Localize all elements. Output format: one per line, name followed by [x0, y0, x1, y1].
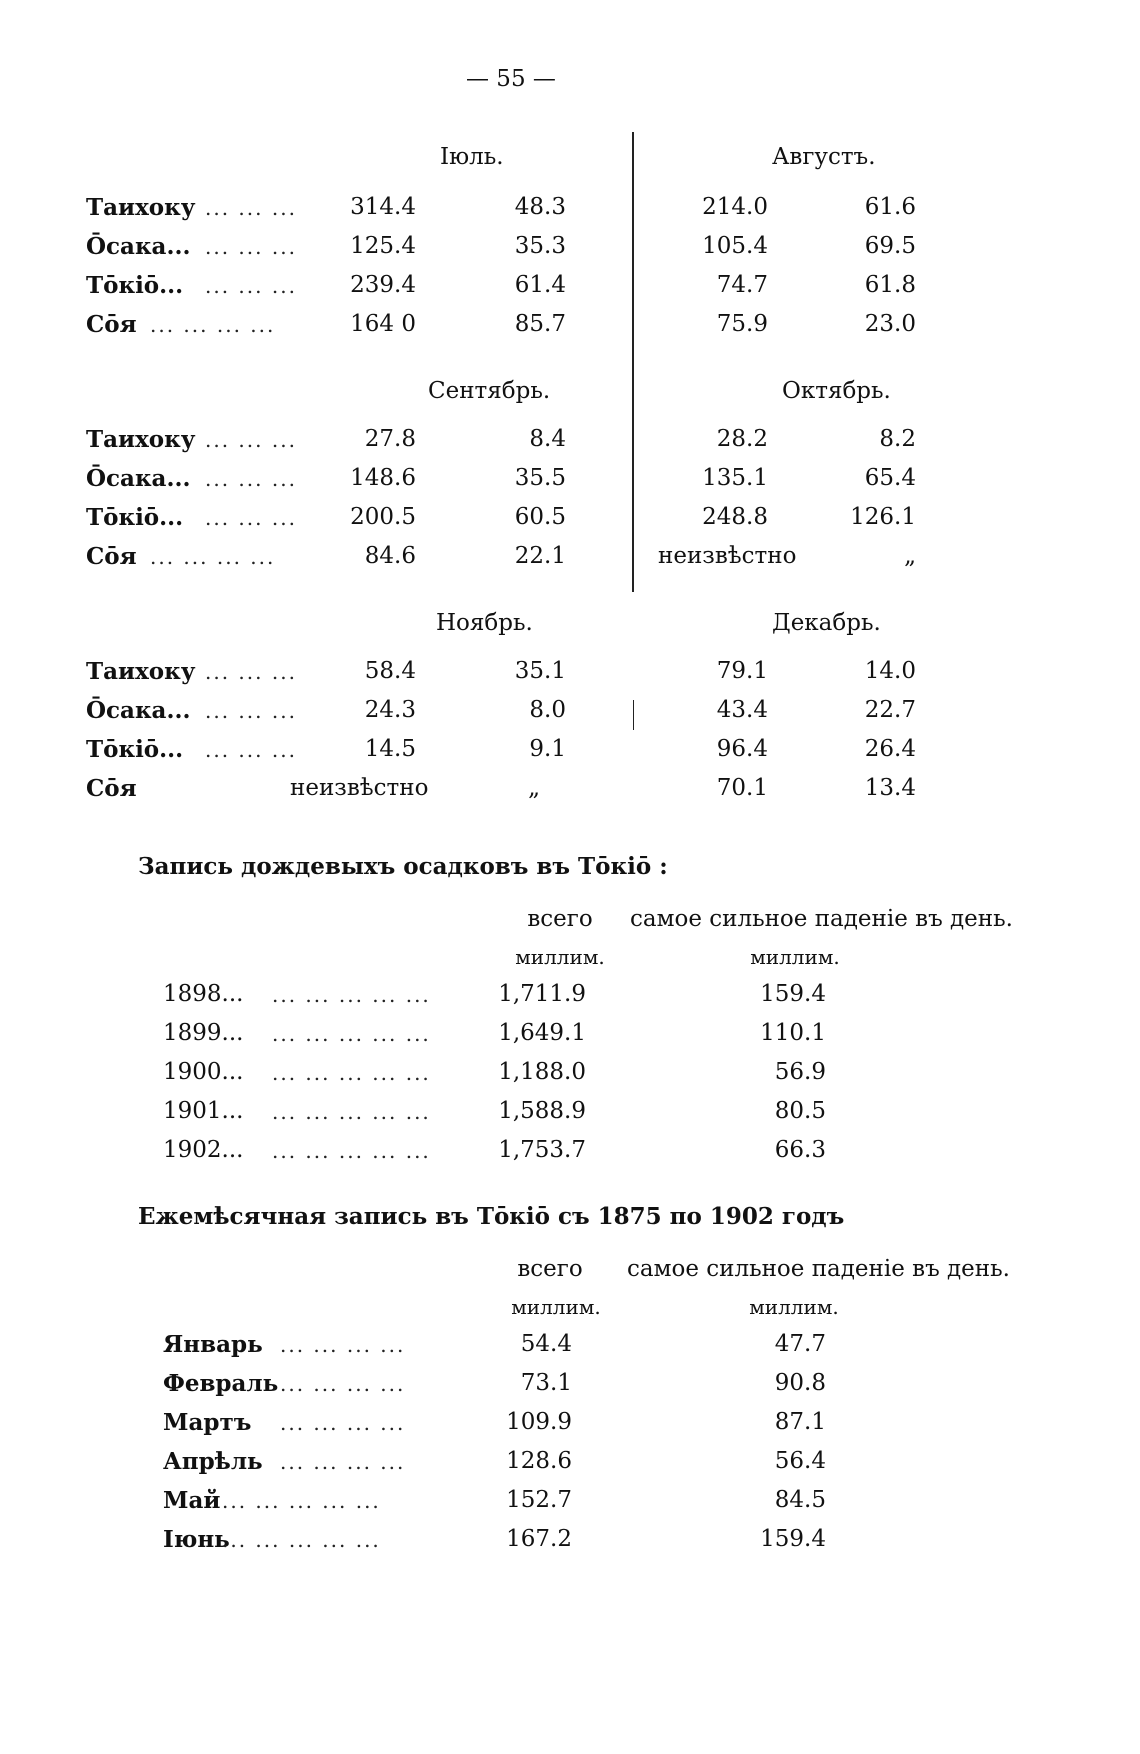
leader-dots: ... ... ... ... ...	[272, 1139, 431, 1163]
value-cell: 14.5	[364, 736, 416, 762]
column-header-max: самое сильное паденiе въ день.	[627, 1256, 1010, 1282]
page-number: — 55 —	[466, 66, 556, 92]
value-cell: 26.4	[864, 736, 916, 762]
value-cell: 61.6	[864, 194, 916, 220]
value-cell: 65.4	[864, 465, 916, 491]
month-label: Iюнь	[163, 1526, 230, 1553]
station-name: Сōя	[86, 543, 137, 570]
value-cell: 69.5	[864, 233, 916, 259]
leader-dots: ... ... ...	[205, 274, 297, 298]
value-cell: 84.6	[364, 543, 416, 569]
section-title-monthly: Ежемѣсячная запись въ Tōкiō съ 1875 по 1902 годъ	[138, 1203, 845, 1230]
leader-dots: ... ... ...	[205, 428, 297, 452]
year-label: 1902...	[163, 1137, 244, 1163]
station-name: Таихоку	[86, 194, 196, 221]
leader-dots: ... ... ... ... ...	[272, 1061, 431, 1085]
station-name: Tōкiō...	[86, 272, 184, 299]
leader-dots: ... ... ...	[205, 196, 297, 220]
value-cell: „	[904, 543, 916, 569]
max-value: 66.3	[774, 1137, 826, 1163]
value-cell: 43.4	[716, 697, 768, 723]
value-cell: 75.9	[716, 311, 768, 337]
station-name: Сōя	[86, 311, 137, 338]
value-cell: 239.4	[350, 272, 416, 298]
value-cell: 24.3	[364, 697, 416, 723]
total-value: 1,649.1	[498, 1020, 586, 1046]
max-value: 159.4	[760, 981, 826, 1007]
leader-dots: ... ... ...	[205, 467, 297, 491]
max-value: 56.9	[774, 1059, 826, 1085]
station-name: Ōсака...	[86, 233, 191, 260]
total-value: 1,711.9	[498, 981, 586, 1007]
unit-total: миллим.	[515, 945, 605, 969]
value-cell: 126.1	[850, 504, 916, 530]
value-cell: 85.7	[514, 311, 566, 337]
value-cell: 314.4	[350, 194, 416, 220]
leader-dots: ... ... ...	[205, 738, 297, 762]
month-header-july: Іюль.	[440, 144, 504, 170]
total-value: 152.7	[506, 1487, 572, 1513]
value-cell: 22.1	[514, 543, 566, 569]
year-label: 1899...	[163, 1020, 244, 1046]
value-cell: 22.7	[864, 697, 916, 723]
max-value: 90.8	[774, 1370, 826, 1396]
value-cell: 248.8	[702, 504, 768, 530]
value-cell-unknown: неизвѣстно	[658, 543, 797, 569]
total-value: 109.9	[506, 1409, 572, 1435]
max-value: 159.4	[760, 1526, 826, 1552]
month-header-october: Октябрь.	[782, 378, 891, 404]
year-label: 1898...	[163, 981, 244, 1007]
value-cell: 58.4	[364, 658, 416, 684]
station-name: Сōя	[86, 775, 137, 802]
max-value: 56.4	[774, 1448, 826, 1474]
leader-dots: ... ... ... ...	[280, 1450, 406, 1474]
value-cell: 79.1	[716, 658, 768, 684]
value-cell: 8.2	[879, 426, 916, 452]
leader-dots: ... ... ...	[205, 235, 297, 259]
value-cell: 164 0	[350, 311, 416, 337]
month-header-december: Декабрь.	[772, 610, 881, 636]
leader-dots: ... ... ...	[205, 506, 297, 530]
month-header-september: Сентябрь.	[428, 378, 551, 404]
station-name: Ōсака...	[86, 465, 191, 492]
column-header-max: самое сильное паденiе въ день.	[630, 906, 1013, 932]
month-label: Январь	[163, 1331, 263, 1358]
leader-dots: ... ... ... ... ...	[272, 1022, 431, 1046]
value-cell: 61.8	[864, 272, 916, 298]
station-name: Tōкiō...	[86, 736, 184, 763]
value-cell: 8.0	[529, 697, 566, 723]
year-label: 1900...	[163, 1059, 244, 1085]
value-cell-unknown: неизвѣстно	[290, 775, 429, 801]
leader-dots: ... ... ... ... ...	[222, 1528, 381, 1552]
value-cell: 23.0	[864, 311, 916, 337]
value-cell: 9.1	[529, 736, 566, 762]
value-cell: 105.4	[702, 233, 768, 259]
leader-dots: ... ... ... ...	[280, 1411, 406, 1435]
value-cell: 148.6	[350, 465, 416, 491]
station-name: Ōсака...	[86, 697, 191, 724]
value-cell: 35.1	[514, 658, 566, 684]
column-divider-lower	[633, 700, 634, 730]
section-title-yearly: Запись дождевыхъ осадковъ въ Tōкiō :	[138, 853, 668, 880]
column-header-total: всего	[527, 906, 593, 932]
unit-max: миллим.	[750, 945, 840, 969]
value-cell: 27.8	[364, 426, 416, 452]
station-name: Tōкiō...	[86, 504, 184, 531]
station-name: Таихоку	[86, 426, 196, 453]
leader-dots: ... ... ...	[205, 660, 297, 684]
value-cell: 214.0	[702, 194, 768, 220]
value-cell: 8.4	[529, 426, 566, 452]
total-value: 167.2	[506, 1526, 572, 1552]
value-cell: 14.0	[864, 658, 916, 684]
value-cell: 70.1	[716, 775, 768, 801]
total-value: 1,588.9	[498, 1098, 586, 1124]
value-cell: 35.5	[514, 465, 566, 491]
total-value: 1,753.7	[498, 1137, 586, 1163]
value-cell: 60.5	[514, 504, 566, 530]
month-label: Апрѣль	[163, 1448, 263, 1475]
total-value: 128.6	[506, 1448, 572, 1474]
leader-dots: ... ... ... ... ...	[272, 1100, 431, 1124]
value-cell: „	[528, 775, 540, 801]
value-cell: 48.3	[514, 194, 566, 220]
month-label: Май	[163, 1487, 221, 1514]
total-value: 54.4	[520, 1331, 572, 1357]
max-value: 110.1	[760, 1020, 826, 1046]
month-label: Мартъ	[163, 1409, 252, 1436]
value-cell: 96.4	[716, 736, 768, 762]
max-value: 84.5	[774, 1487, 826, 1513]
max-value: 47.7	[774, 1331, 826, 1357]
value-cell: 135.1	[702, 465, 768, 491]
month-label: Февраль	[163, 1370, 279, 1397]
column-header-total: всего	[517, 1256, 583, 1282]
value-cell: 74.7	[716, 272, 768, 298]
leader-dots: ... ... ... ...	[280, 1372, 406, 1396]
leader-dots: ... ... ... ...	[150, 313, 276, 337]
value-cell: 61.4	[514, 272, 566, 298]
station-name: Таихоку	[86, 658, 196, 685]
max-value: 80.5	[774, 1098, 826, 1124]
unit-total: миллим.	[511, 1295, 601, 1319]
leader-dots: ... ... ... ...	[150, 545, 276, 569]
unit-max: миллим.	[749, 1295, 839, 1319]
month-header-november: Ноябрь.	[436, 610, 533, 636]
total-value: 73.1	[520, 1370, 572, 1396]
leader-dots: ... ... ... ... ...	[222, 1489, 381, 1513]
max-value: 87.1	[774, 1409, 826, 1435]
month-header-august: Августъ.	[772, 144, 876, 170]
leader-dots: ... ... ... ... ...	[272, 983, 431, 1007]
leader-dots: ... ... ... ...	[280, 1333, 406, 1357]
value-cell: 200.5	[350, 504, 416, 530]
leader-dots: ... ... ...	[205, 699, 297, 723]
year-label: 1901...	[163, 1098, 244, 1124]
column-divider	[632, 132, 634, 592]
value-cell: 28.2	[716, 426, 768, 452]
value-cell: 13.4	[864, 775, 916, 801]
value-cell: 35.3	[514, 233, 566, 259]
total-value: 1,188.0	[498, 1059, 586, 1085]
value-cell: 125.4	[350, 233, 416, 259]
